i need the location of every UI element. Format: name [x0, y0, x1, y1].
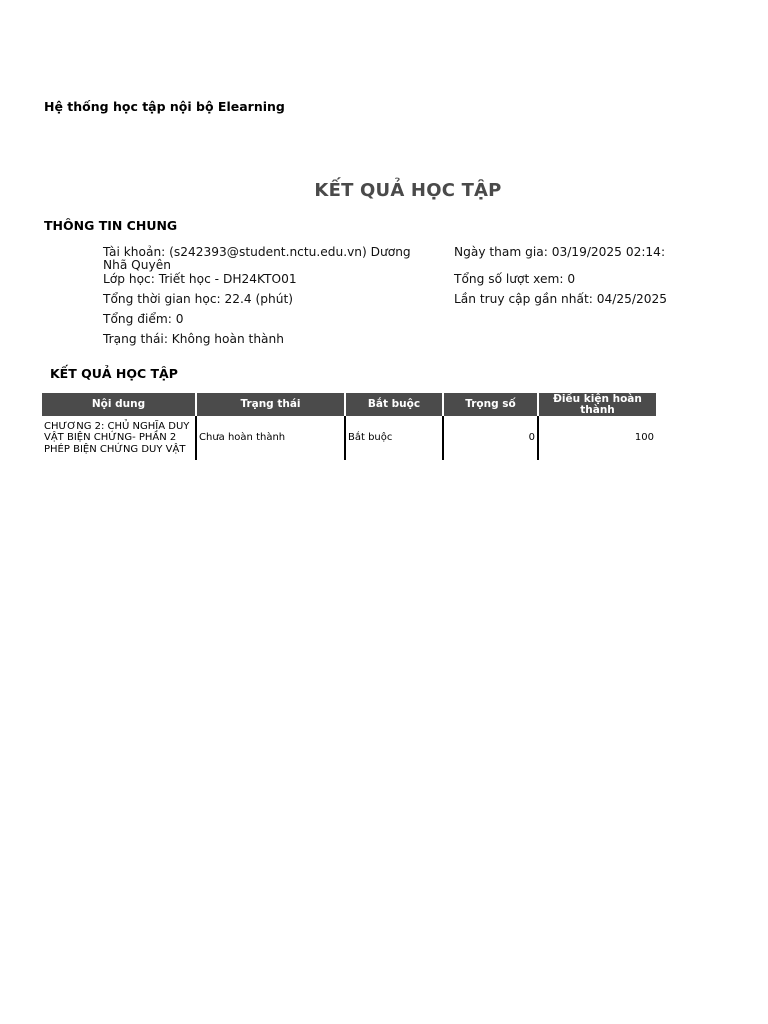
cell-status: Chưa hoàn thành [196, 416, 345, 460]
table-header-row [42, 393, 656, 416]
table-row [42, 416, 656, 460]
general-info-heading: THÔNG TIN CHUNG [44, 218, 178, 233]
system-title: Hệ thống học tập nội bộ Elearning [44, 99, 285, 114]
cell-content: CHƯƠNG 2: CHỦ NGHĨA DUY VẬT BIỆN CHỨNG- PHẦN 2 PHÉP BIỆN CHỨNG DUY VẬT [42, 416, 196, 460]
join-date-info: Ngày tham gia: 03/19/2025 02:14: [454, 245, 666, 259]
cell-weight: 0 [443, 416, 538, 460]
column-header-required: Bắt buộc [345, 393, 443, 416]
class-info: Lớp học: Triết học - DH24KTO01 [103, 272, 297, 286]
account-info: Tài khoản: (s242393@student.nctu.edu.vn) Dương Nhã Quyên [103, 245, 411, 272]
cell-completion-condition: 100 [634, 432, 654, 444]
last-access-info: Lần truy cập gần nhất: 04/25/2025 [454, 292, 667, 306]
cell-required: Bắt buộc [345, 416, 443, 460]
column-header-status: Trạng thái [196, 393, 345, 416]
column-header-weight: Trọng số [443, 393, 538, 416]
total-time-info: Tổng thời gian học: 22.4 (phút) [103, 292, 293, 306]
page-title: KẾT QUẢ HỌC TẬP [314, 180, 502, 201]
column-header-content: Nội dung [42, 393, 196, 416]
results-heading: KẾT QUẢ HỌC TẬP [50, 366, 178, 381]
total-score-info: Tổng điểm: 0 [103, 312, 184, 326]
results-table [42, 393, 656, 460]
total-views-info: Tổng số lượt xem: 0 [454, 272, 576, 286]
status-info: Trạng thái: Không hoàn thành [103, 332, 284, 346]
column-header-completion-condition: Điều kiện hoàn thành [538, 393, 656, 416]
